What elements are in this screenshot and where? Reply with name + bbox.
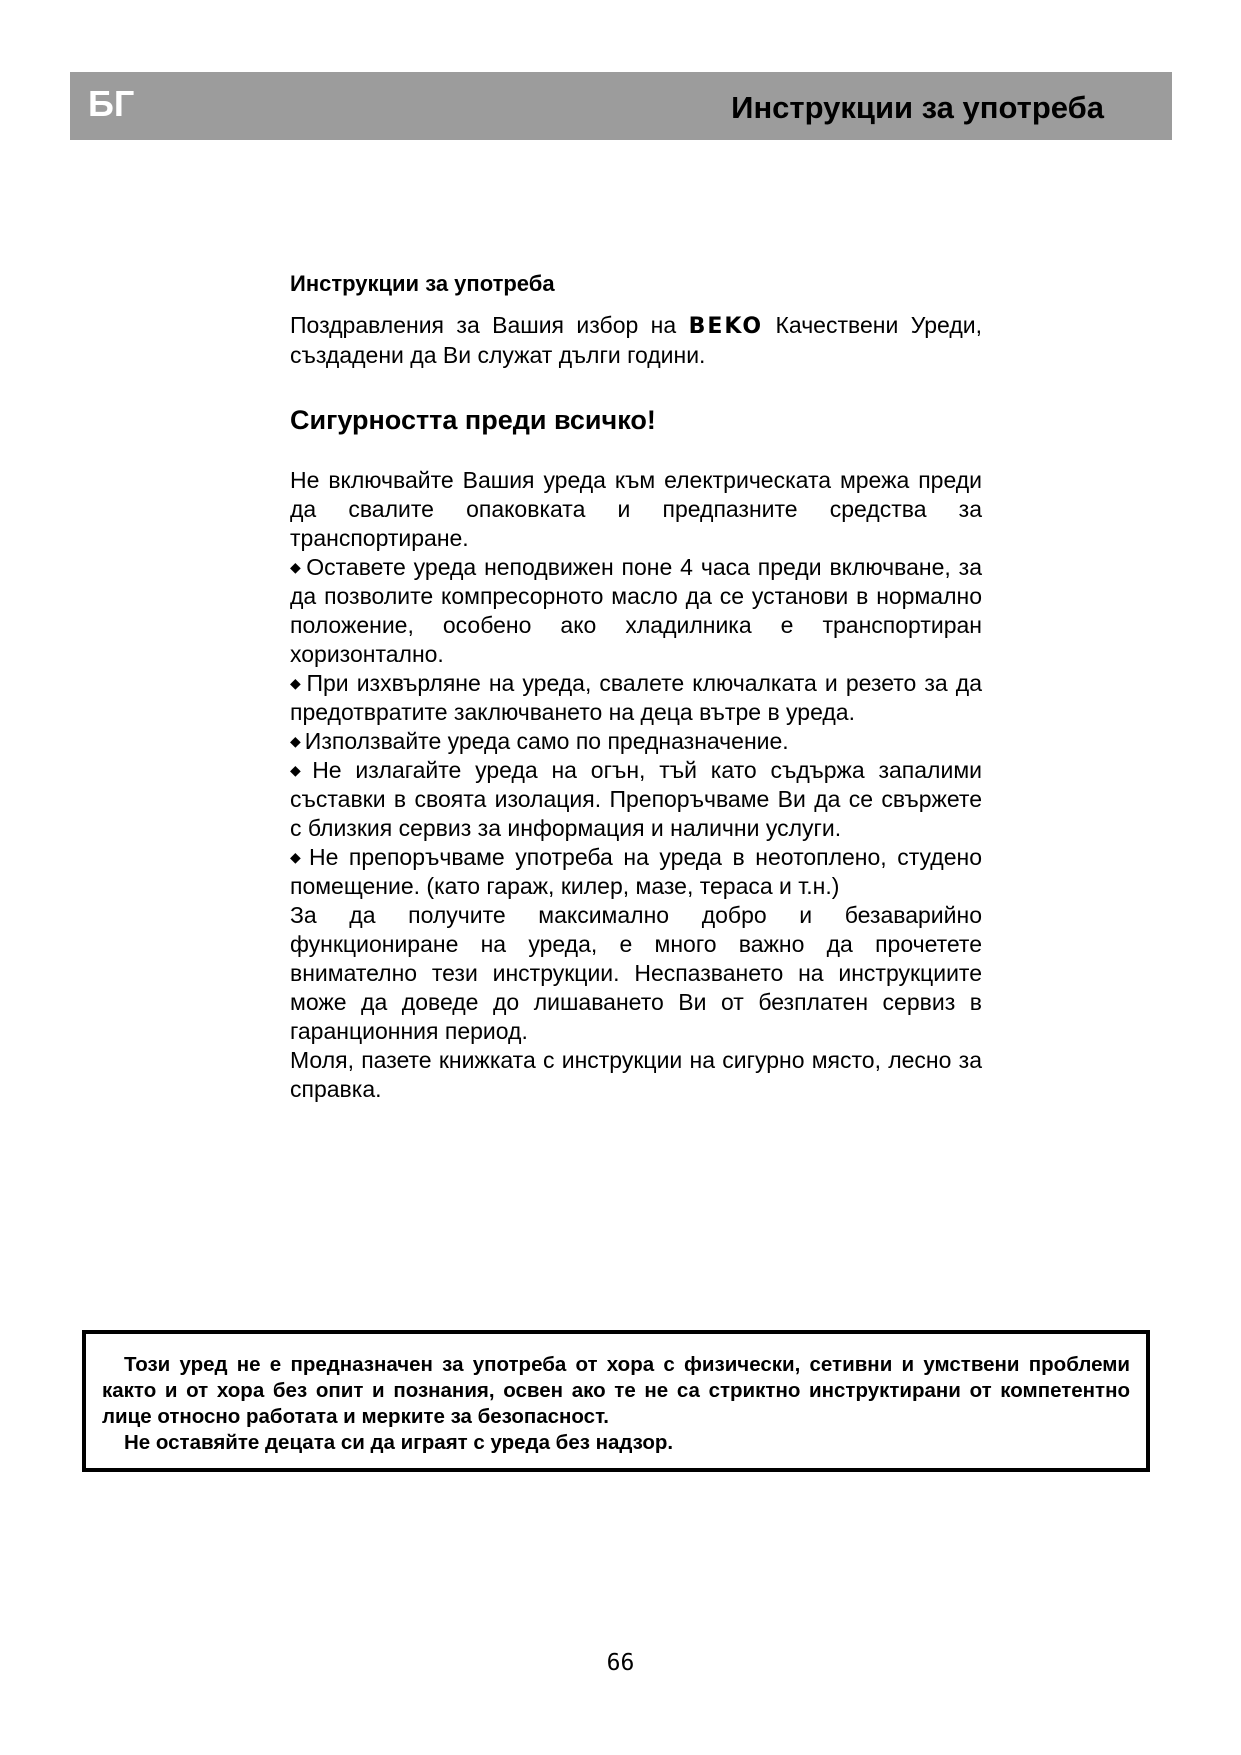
intro-text-before-brand: Поздравления за Вашия избор на — [290, 311, 689, 338]
warning-text-children: Не оставяйте децата си да играят с уреда без надзор. — [124, 1431, 674, 1454]
safety-bullet-text: Не препоръчваме употреба на уреда в неотоплено, студено помещение. (като гараж, килер, мазе, тераса и т.н.) — [290, 843, 982, 899]
safety-bullet-text: При изхвърляне на уреда, свалете ключалката и резето за да предотвратите заключването на деца вътре в уреда. — [290, 669, 982, 725]
safety-bullet-text: Оставете уреда неподвижен поне 4 часа преди включване, за да позволите компресорното масло да се установи в нормално положение, особено ако хладилника е транспортиран хоризонтално. — [290, 553, 982, 667]
safety-bullet — [290, 843, 982, 901]
bullet-diamond-icon: ◆ — [290, 674, 303, 691]
bullet-diamond-icon: ◆ — [290, 761, 309, 778]
safety-closing-paragraph: За да получите максимално добро и безаварийно функциониране на уреда, е много важно да прочетете внимателно тези инструкции. Неспазването на инструкциите може да доведе до лишаването Ви от безплатен сервиз в гаранционния период. — [290, 901, 982, 1044]
safety-bullet — [290, 756, 982, 843]
language-code: БГ — [88, 83, 135, 124]
safety-bullet — [290, 669, 982, 727]
safety-opening-paragraph: Не включвайте Вашия уреда към електрическата мрежа преди да свалите опаковката и предпазните средства за транспортиране. — [290, 466, 982, 551]
header-bar — [70, 72, 1172, 140]
intro-paragraph — [290, 311, 982, 370]
safety-bullet — [290, 553, 982, 669]
header-title: Инструкции за употреба — [731, 90, 1104, 125]
bullet-diamond-icon: ◆ — [290, 732, 301, 749]
bullet-diamond-icon: ◆ — [290, 848, 305, 865]
brand-logo-text: BEKO — [688, 313, 764, 339]
safety-closing-paragraph: Моля, пазете книжката с инструкции на сигурно място, лесно за справка. — [290, 1046, 982, 1102]
bullet-diamond-icon: ◆ — [290, 558, 303, 575]
safety-bullet-text: Използвайте уреда само по предназначение. — [304, 727, 789, 754]
safety-heading: Сигурността преди всичко! — [290, 404, 656, 435]
safety-bullet-text: Не излагайте уреда на огън, тъй като съдържа запалими съставки в своята изолация. Препоръчваме Ви да се свържете с близкия сервиз за информация и налични услуги. — [290, 756, 982, 841]
warning-text: Този уред не е предназначен за употреба от хора с физически, сетивни и умствени проблеми както и от хора без опит и познания, освен ако те не са стриктно инструктирани от компетентно лице относно работата и мерките за безопасност. — [102, 1353, 1130, 1428]
page-number: 66 — [606, 1650, 635, 1676]
safety-bullet — [290, 727, 982, 756]
intro-title: Инструкции за употреба — [290, 271, 555, 296]
main-content — [290, 270, 982, 1104]
warning-box — [82, 1330, 1150, 1472]
intro-text-after-brand: Качествени Уреди, създадени да Ви служат дълги години. — [290, 311, 983, 368]
